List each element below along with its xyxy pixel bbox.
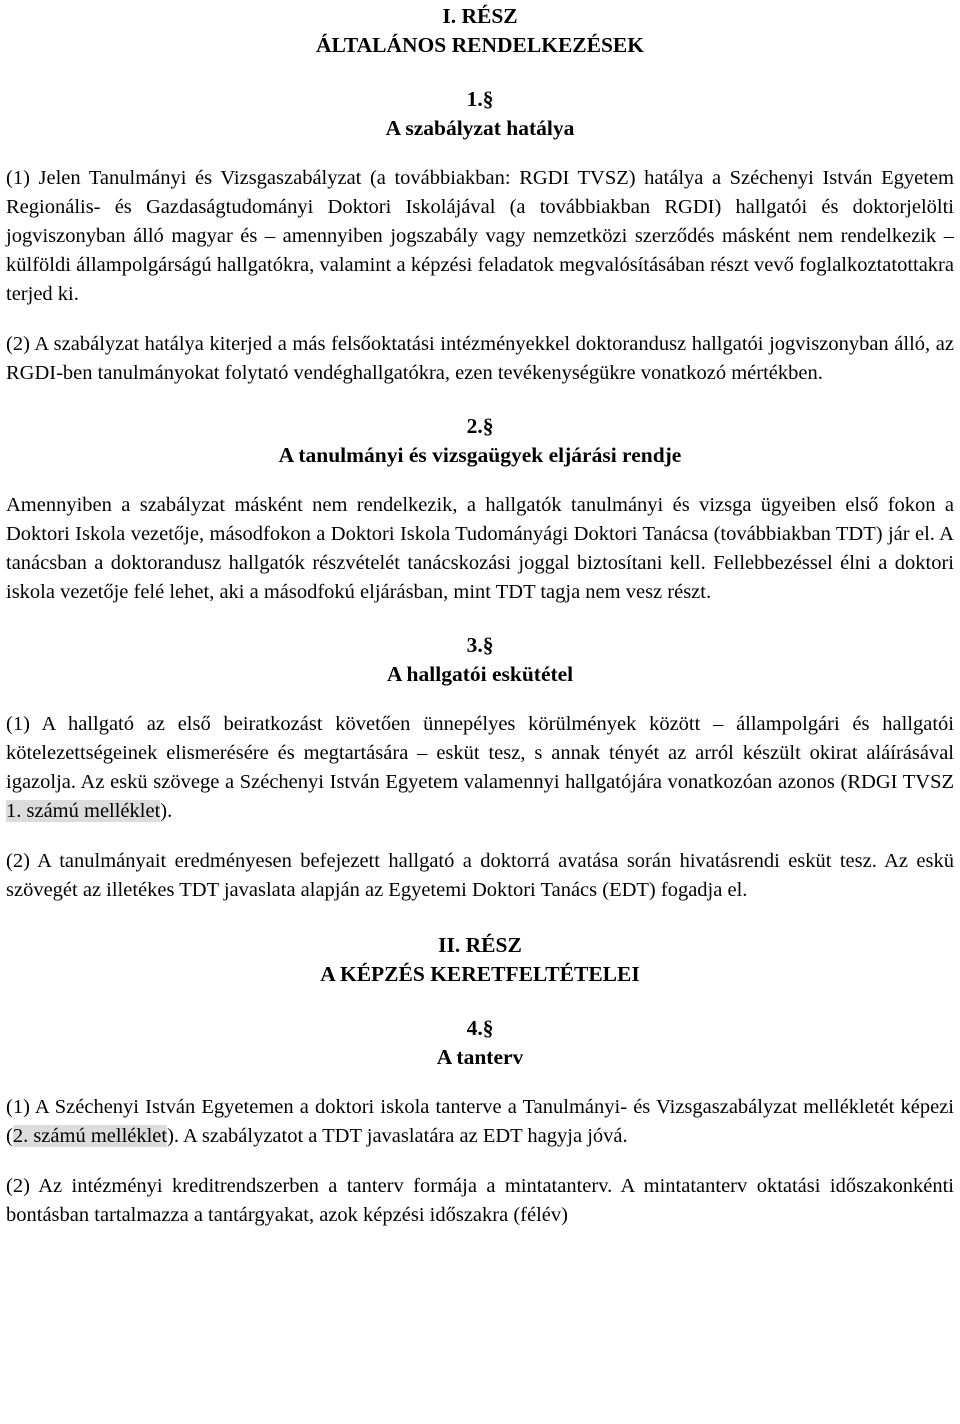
section-number: 3.§ — [466, 633, 494, 657]
paragraph-text: ). A szabályzatot a TDT javaslatára az EDT hagyja jóvá. — [167, 1125, 628, 1147]
part-heading — [6, 931, 954, 989]
annex-reference-link[interactable]: 1. számú melléklet — [6, 800, 161, 822]
paragraph: (1) Jelen Tanulmányi és Vizsgaszabályzat (a továbbiakban: RGDI TVSZ) hatálya a Széchenyi István Egyetem Regionális- és Gazdaságtudományi Doktori Iskolájával (a továbbiakban RGDI) hallgatói és doktorjelölti jogviszonyban álló magyar és – amennyiben jogszabály vagy nemzetközi szerződés másként nem rendelkezik – külföldi állampolgárságú hallgatókra, valamint a képzési feladatok megvalósításában részt vevő foglalkoztatottakra terjed ki. — [6, 167, 954, 305]
section-heading — [6, 1014, 954, 1072]
annex-reference-link[interactable]: 2. számú melléklet — [12, 1125, 168, 1147]
section-title: A szabályzat hatálya — [385, 116, 575, 140]
part-heading — [6, 2, 954, 60]
paragraph-text: (1) A hallgató az első beiratkozást követően ünnepélyes körülmények között – állampolgári és hallgatói kötelezettségeinek elismerésére és megtartására – esküt tesz, s annak tényét az arról készült okirat aláírásával igazolja. Az eskü szövege a Széchenyi István Egyetem valamennyi hallgatójára vonatkozóan azonos (RDGI TVSZ — [6, 713, 954, 793]
part-subtitle: ÁLTALÁNOS RENDELKEZÉSEK — [316, 33, 644, 57]
part-subtitle: A KÉPZÉS KERETFELTÉTELEI — [320, 962, 640, 986]
paragraph-text: ). — [160, 800, 173, 822]
section-heading — [6, 631, 954, 689]
paragraph: Amennyiben a szabályzat másként nem rendelkezik, a hallgatók tanulmányi és vizsga ügyeiben első fokon a Doktori Iskola vezetője, másodfokon a Doktori Iskola Tudományági Doktori Tanácsa (továbbiakban TDT) jár el. A tanácsban a doktorandusz hallgatók részvételét tanácskozási joggal biztosítani kell. Fellebbezéssel élni a doktori iskola vezetője felé lehet, aki a másodfokú eljárásban, mint TDT tagja nem vesz részt. — [6, 494, 954, 603]
part-title: II. RÉSZ — [438, 933, 522, 957]
section-number: 2.§ — [466, 414, 494, 438]
section-title: A tanterv — [436, 1045, 524, 1069]
section-heading — [6, 412, 954, 470]
section-number: 1.§ — [466, 87, 494, 111]
paragraph — [6, 1093, 954, 1151]
paragraph: (2) A szabályzat hatálya kiterjed a más felsőoktatási intézményekkel doktorandusz hallgatói jogviszonyban álló, az RGDI-ben tanulmányokat folytató vendéghallgatókra, ezen tevékenységükre vonatkozó mértékben. — [6, 333, 954, 384]
section-number: 4.§ — [466, 1016, 494, 1040]
paragraph: (2) Az intézményi kreditrendszerben a tanterv formája a mintatanterv. A mintatanterv oktatási időszakonkénti bontásban tartalmazza a tantárgyakat, azok képzési időszakra (félév) — [6, 1175, 954, 1226]
section-heading — [6, 85, 954, 143]
paragraph — [6, 710, 954, 826]
document-page — [6, 0, 954, 1230]
section-title: A tanulmányi és vizsgaügyek eljárási rendje — [278, 443, 682, 467]
paragraph-text: (1) A Széchenyi István Egyetemen a doktori iskola tanterve a Tanulmányi- és Vizsgaszabályzat mellékletét képezi ( — [6, 1096, 954, 1147]
part-title: I. RÉSZ — [442, 4, 518, 28]
paragraph: (2) A tanulmányait eredményesen befejezett hallgató a doktorrá avatása során hivatásrendi esküt tesz. Az eskü szövegét az illetékes TDT javaslata alapján az Egyetemi Doktori Tanács (EDT) fogadja el. — [6, 850, 954, 901]
section-title: A hallgatói eskütétel — [386, 662, 574, 686]
